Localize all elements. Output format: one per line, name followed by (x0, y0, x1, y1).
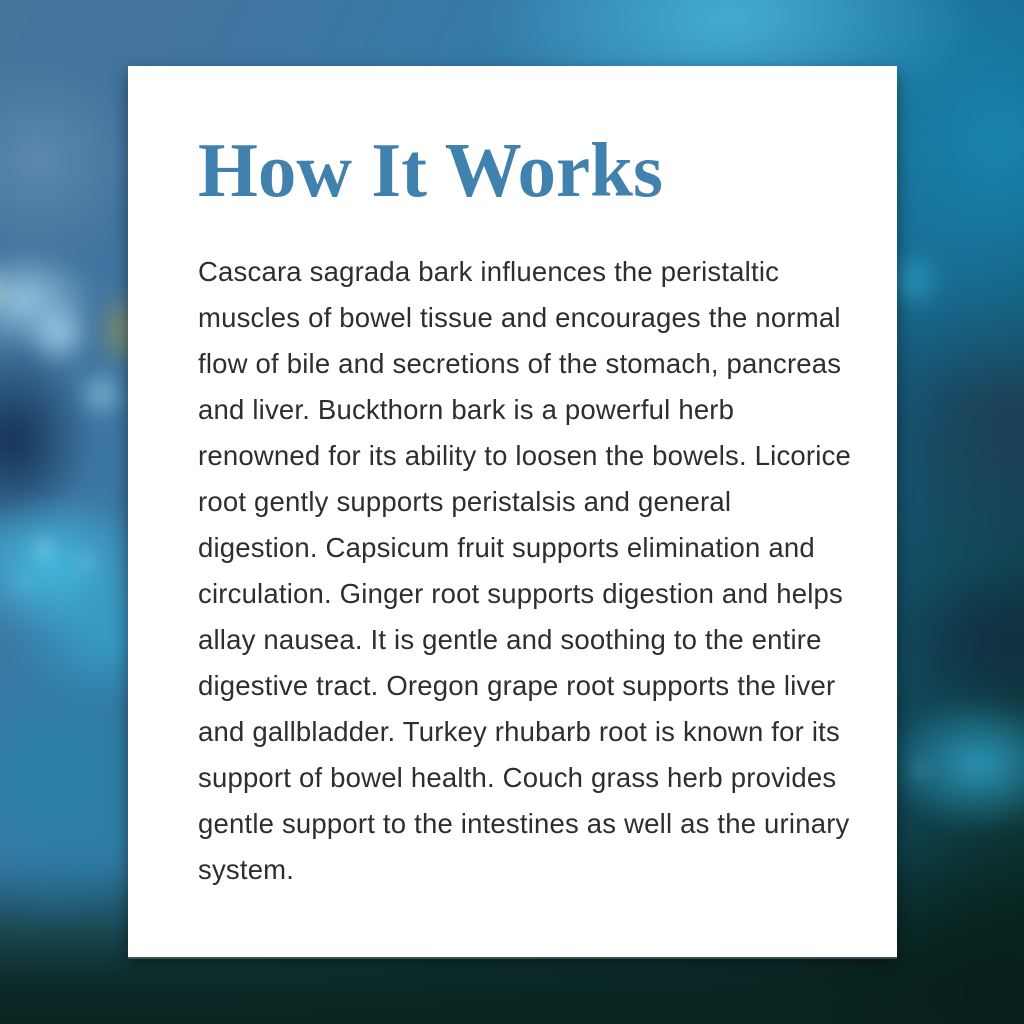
how-it-works-card (128, 66, 897, 957)
card-title: How It Works (198, 127, 663, 213)
card-body-text: Cascara sagrada bark influences the peristaltic muscles of bowel tissue and encourages the normal flow of bile and secretions of the stomach, pancreas and liver. Buckthorn bark is a powerful herb renowned for its ability to loosen the bowels. Licorice root gently supports peristalsis and general digestion. Capsicum fruit supports elimination and circulation. Ginger root supports digestion and helps allay nausea. It is gentle and soothing to the entire digestive tract. Oregon grape root supports the liver and gallbladder. Turkey rhubarb root is known for its support of bowel health. Couch grass herb provides gentle support to the intestines as well as the urinary system. (198, 255, 852, 885)
